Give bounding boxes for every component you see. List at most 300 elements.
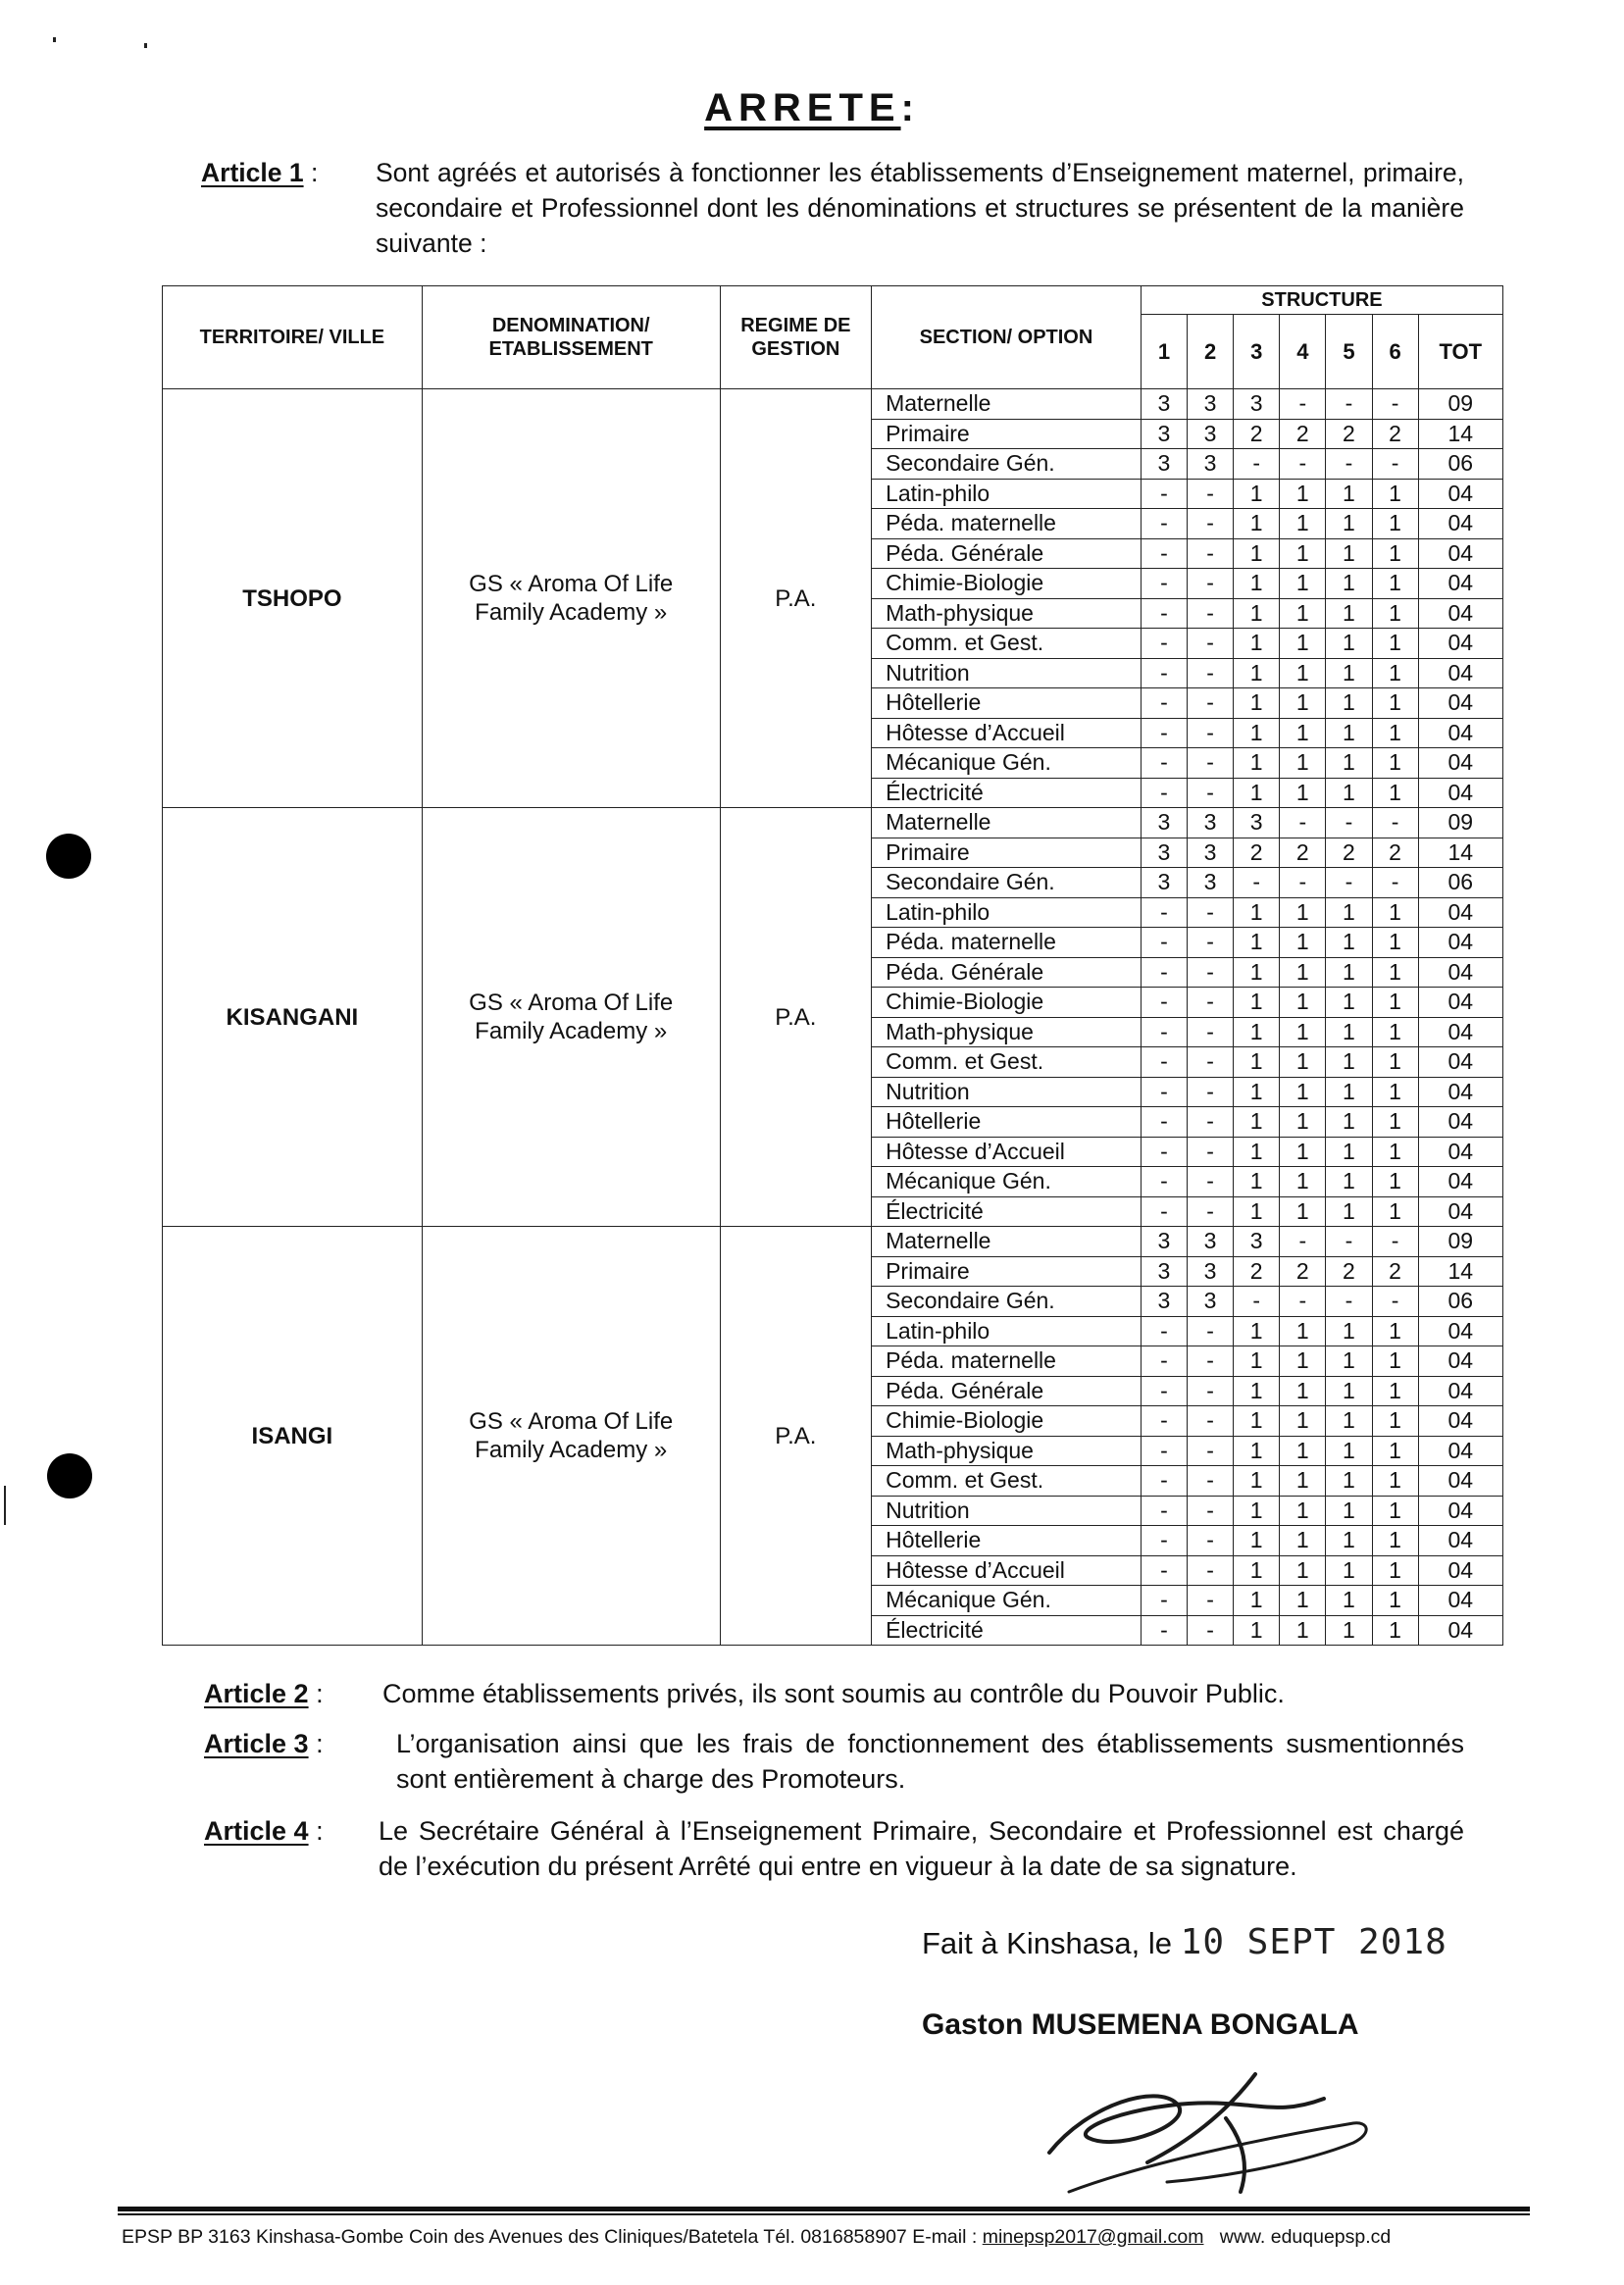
structure-cell: - <box>1326 1227 1372 1257</box>
structure-cell: 1 <box>1280 688 1326 719</box>
structure-cell: 1 <box>1326 1615 1372 1646</box>
structure-cell: - <box>1188 1047 1234 1078</box>
section-name-cell: Hôtesse d’Accueil <box>872 1137 1142 1167</box>
structure-cell: - <box>1326 449 1372 480</box>
structure-cell: - <box>1188 718 1234 748</box>
structure-cell: - <box>1234 1287 1280 1317</box>
structure-cell: - <box>1188 1555 1234 1586</box>
structure-cell: 2 <box>1326 838 1372 868</box>
total-cell: 04 <box>1418 629 1502 659</box>
total-cell: 04 <box>1418 1466 1502 1497</box>
structure-cell: 1 <box>1326 1526 1372 1556</box>
structure-cell: 2 <box>1326 419 1372 449</box>
document-title: ARRETE: <box>704 86 920 129</box>
structure-cell: - <box>1188 1376 1234 1406</box>
structure-cell: 1 <box>1234 1077 1280 1107</box>
structure-cell: 1 <box>1234 658 1280 688</box>
structure-cell: 1 <box>1326 658 1372 688</box>
section-name-cell: Mécanique Gén. <box>872 748 1142 779</box>
section-name-cell: Primaire <box>872 838 1142 868</box>
structure-cell: 3 <box>1234 1227 1280 1257</box>
structure-cell: 1 <box>1280 569 1326 599</box>
structure-cell: 1 <box>1234 748 1280 779</box>
scan-mark <box>53 37 56 42</box>
structure-cell: 1 <box>1372 479 1418 509</box>
structure-cell: - <box>1188 1077 1234 1107</box>
structure-cell: - <box>1188 897 1234 928</box>
structure-cell: - <box>1141 1047 1187 1078</box>
section-name-cell: Chimie-Biologie <box>872 988 1142 1018</box>
structure-cell: 1 <box>1372 928 1418 958</box>
section-name-cell: Nutrition <box>872 658 1142 688</box>
signer-name: Gaston MUSEMENA BONGALA <box>922 2008 1359 2041</box>
total-cell: 04 <box>1418 748 1502 779</box>
structure-cell: 2 <box>1372 838 1418 868</box>
punch-hole-bottom <box>47 1453 92 1498</box>
structure-cell: 1 <box>1280 1555 1326 1586</box>
structure-cell: 1 <box>1326 718 1372 748</box>
total-cell: 14 <box>1418 838 1502 868</box>
date-stamp: 10 SEPT 2018 <box>1180 1922 1447 1962</box>
structure-cell: 1 <box>1326 629 1372 659</box>
structure-cell: 1 <box>1280 1167 1326 1197</box>
structure-cell: - <box>1188 479 1234 509</box>
structure-cell: 1 <box>1280 1586 1326 1616</box>
structure-cell: - <box>1234 449 1280 480</box>
structure-cell: 1 <box>1234 1555 1280 1586</box>
total-cell: 04 <box>1418 1047 1502 1078</box>
structure-cell: 1 <box>1234 957 1280 988</box>
structure-cell: 1 <box>1280 988 1326 1018</box>
structure-cell: 1 <box>1326 1346 1372 1377</box>
structure-cell: 1 <box>1372 718 1418 748</box>
article-4: Article 4 : Le Secrétaire Général à l’Enseignement Primaire, Secondaire et Professionnel est chargé de l’exécution du présent Arrêté qui entre en vigueur à la date de sa signature. <box>204 1813 1464 1884</box>
section-name-cell: Hôtesse d’Accueil <box>872 718 1142 748</box>
structure-cell: - <box>1141 1496 1187 1526</box>
structure-cell: 1 <box>1372 688 1418 719</box>
section-name-cell: Secondaire Gén. <box>872 1287 1142 1317</box>
section-name-cell: Électricité <box>872 778 1142 808</box>
structure-cell: 1 <box>1326 1555 1372 1586</box>
structure-cell: - <box>1141 1196 1187 1227</box>
structure-cell: 3 <box>1141 1287 1187 1317</box>
structure-cell: 1 <box>1326 1167 1372 1197</box>
structure-cell: 1 <box>1280 598 1326 629</box>
structure-cell: 1 <box>1280 957 1326 988</box>
handwritten-signature <box>1030 2045 1383 2202</box>
structure-cell: - <box>1141 1167 1187 1197</box>
structure-cell: 1 <box>1234 479 1280 509</box>
article-3-text: L’organisation ainsi que les frais de fonctionnement des établissements susmentionnés sont entièrement à charge des Promoteurs. <box>396 1729 1464 1794</box>
footer-rule <box>118 2207 1530 2211</box>
structure-cell: - <box>1141 1017 1187 1047</box>
structure-cell: 1 <box>1372 509 1418 539</box>
structure-cell: 1 <box>1280 1436 1326 1466</box>
structure-cell: 1 <box>1280 1047 1326 1078</box>
structure-cell: 1 <box>1234 1316 1280 1346</box>
structure-cell: 1 <box>1234 688 1280 719</box>
structure-cell: 1 <box>1280 928 1326 958</box>
structure-cell: - <box>1188 1436 1234 1466</box>
total-cell: 04 <box>1418 1137 1502 1167</box>
structure-cell: - <box>1326 808 1372 838</box>
structure-cell: - <box>1141 1466 1187 1497</box>
structure-cell: 1 <box>1326 1376 1372 1406</box>
structure-cell: 1 <box>1234 1526 1280 1556</box>
denomination-cell: GS « Aroma Of Life Family Academy » <box>422 1227 720 1646</box>
structure-cell: 1 <box>1234 1586 1280 1616</box>
regime-cell: P.A. <box>720 389 871 808</box>
structure-cell: 1 <box>1280 1316 1326 1346</box>
structure-cell: - <box>1141 1406 1187 1437</box>
structure-cell: 1 <box>1326 988 1372 1018</box>
structure-cell: - <box>1372 868 1418 898</box>
section-name-cell: Nutrition <box>872 1077 1142 1107</box>
structure-cell: 3 <box>1234 389 1280 420</box>
structure-cell: 2 <box>1280 838 1326 868</box>
structure-cell: 1 <box>1326 1196 1372 1227</box>
structure-cell: 1 <box>1234 988 1280 1018</box>
structure-cell: - <box>1326 389 1372 420</box>
header-col-1: 1 <box>1141 315 1187 389</box>
structure-cell: 1 <box>1372 629 1418 659</box>
structure-cell: 1 <box>1234 1615 1280 1646</box>
header-col-3: 3 <box>1234 315 1280 389</box>
total-cell: 04 <box>1418 1107 1502 1138</box>
structure-cell: 1 <box>1280 1196 1326 1227</box>
structure-cell: - <box>1141 928 1187 958</box>
structure-cell: 1 <box>1280 748 1326 779</box>
structure-cell: 1 <box>1280 1077 1326 1107</box>
structure-cell: 1 <box>1234 1047 1280 1078</box>
structure-cell: - <box>1188 1196 1234 1227</box>
total-cell: 04 <box>1418 1586 1502 1616</box>
structure-cell: 1 <box>1280 1615 1326 1646</box>
structure-cell: 2 <box>1280 419 1326 449</box>
structure-cell: 3 <box>1141 419 1187 449</box>
structure-cell: 1 <box>1326 1047 1372 1078</box>
total-cell: 04 <box>1418 688 1502 719</box>
structure-cell: - <box>1188 509 1234 539</box>
structure-cell: 1 <box>1326 1316 1372 1346</box>
structure-cell: 1 <box>1326 748 1372 779</box>
structure-cell: - <box>1280 389 1326 420</box>
article-1-label: Article 1 <box>201 158 304 187</box>
total-cell: 06 <box>1418 868 1502 898</box>
structure-cell: 1 <box>1234 1167 1280 1197</box>
article-2-label: Article 2 <box>204 1679 309 1708</box>
structure-cell: 1 <box>1372 748 1418 779</box>
section-name-cell: Maternelle <box>872 1227 1142 1257</box>
structure-cell: - <box>1326 1287 1372 1317</box>
article-2: Article 2 : Comme établissements privés, ils sont soumis au contrôle du Pouvoir Public. <box>204 1676 1464 1711</box>
structure-cell: - <box>1372 1287 1418 1317</box>
structure-cell: - <box>1280 1227 1326 1257</box>
structure-cell: - <box>1280 1287 1326 1317</box>
structure-cell: 1 <box>1326 1017 1372 1047</box>
structure-cell: 1 <box>1326 1137 1372 1167</box>
section-name-cell: Primaire <box>872 419 1142 449</box>
structure-cell: 1 <box>1372 1526 1418 1556</box>
structure-cell: - <box>1234 868 1280 898</box>
total-cell: 06 <box>1418 449 1502 480</box>
structure-cell: - <box>1372 389 1418 420</box>
total-cell: 04 <box>1418 1436 1502 1466</box>
structure-cell: 2 <box>1234 1256 1280 1287</box>
section-name-cell: Math-physique <box>872 1017 1142 1047</box>
section-name-cell: Péda. Générale <box>872 957 1142 988</box>
header-section: SECTION/ OPTION <box>872 286 1142 389</box>
structure-cell: - <box>1141 569 1187 599</box>
structure-cell: 1 <box>1372 897 1418 928</box>
structure-cell: 1 <box>1372 778 1418 808</box>
structure-cell: 1 <box>1234 569 1280 599</box>
total-cell: 04 <box>1418 928 1502 958</box>
section-name-cell: Secondaire Gén. <box>872 449 1142 480</box>
structure-cell: 1 <box>1234 928 1280 958</box>
territoire-cell: KISANGANI <box>163 808 423 1227</box>
total-cell: 04 <box>1418 1167 1502 1197</box>
header-regime: REGIME DE GESTION <box>720 286 871 389</box>
structure-cell: 3 <box>1188 1256 1234 1287</box>
header-structure: STRUCTURE <box>1141 286 1502 315</box>
structure-cell: - <box>1141 1436 1187 1466</box>
structure-cell: - <box>1141 509 1187 539</box>
structure-cell: - <box>1188 957 1234 988</box>
structure-cell: - <box>1141 688 1187 719</box>
section-name-cell: Péda. maternelle <box>872 1346 1142 1377</box>
section-name-cell: Mécanique Gén. <box>872 1167 1142 1197</box>
structure-cell: 1 <box>1372 1615 1418 1646</box>
structure-cell: 1 <box>1280 479 1326 509</box>
section-name-cell: Comm. et Gest. <box>872 1466 1142 1497</box>
structure-cell: 1 <box>1234 1107 1280 1138</box>
structure-cell: - <box>1141 1346 1187 1377</box>
structure-cell: - <box>1188 569 1234 599</box>
structure-cell: 1 <box>1234 1436 1280 1466</box>
structure-cell: - <box>1141 1107 1187 1138</box>
structure-cell: 1 <box>1280 658 1326 688</box>
structure-cell: 1 <box>1280 1137 1326 1167</box>
structure-cell: - <box>1188 1496 1234 1526</box>
table-row <box>163 389 1503 420</box>
structure-cell: - <box>1188 1615 1234 1646</box>
structure-cell: 3 <box>1141 1256 1187 1287</box>
total-cell: 14 <box>1418 419 1502 449</box>
total-cell: 04 <box>1418 1526 1502 1556</box>
section-name-cell: Hôtellerie <box>872 1526 1142 1556</box>
total-cell: 04 <box>1418 1406 1502 1437</box>
section-name-cell: Électricité <box>872 1615 1142 1646</box>
structure-cell: 1 <box>1326 509 1372 539</box>
structure-cell: - <box>1141 538 1187 569</box>
section-name-cell: Péda. Générale <box>872 538 1142 569</box>
structure-cell: 1 <box>1372 1316 1418 1346</box>
structure-cell: - <box>1141 1316 1187 1346</box>
structure-cell: 1 <box>1280 718 1326 748</box>
structure-cell: 1 <box>1372 569 1418 599</box>
structure-cell: 1 <box>1372 1466 1418 1497</box>
article-4-text: Le Secrétaire Général à l’Enseignement Primaire, Secondaire et Professionnel est chargé de l’exécution du présent Arrêté qui entre en vigueur à la date de sa signature. <box>379 1816 1464 1881</box>
structure-cell: 1 <box>1234 1346 1280 1377</box>
total-cell: 04 <box>1418 1017 1502 1047</box>
structure-cell: - <box>1141 479 1187 509</box>
structure-cell: - <box>1188 988 1234 1018</box>
structure-cell: - <box>1188 1017 1234 1047</box>
structure-cell: 1 <box>1326 598 1372 629</box>
structure-cell: - <box>1141 778 1187 808</box>
header-col-2: 2 <box>1188 315 1234 389</box>
structure-cell: - <box>1188 1167 1234 1197</box>
structure-cell: - <box>1188 1586 1234 1616</box>
structure-cell: 2 <box>1234 838 1280 868</box>
structure-cell: 1 <box>1372 658 1418 688</box>
total-cell: 04 <box>1418 658 1502 688</box>
structure-cell: 1 <box>1280 1496 1326 1526</box>
total-cell: 09 <box>1418 389 1502 420</box>
structure-cell: 1 <box>1234 1406 1280 1437</box>
structure-cell: 1 <box>1326 957 1372 988</box>
structure-cell: 1 <box>1234 1137 1280 1167</box>
section-name-cell: Latin-philo <box>872 897 1142 928</box>
structure-cell: 1 <box>1326 1406 1372 1437</box>
structure-cell: - <box>1188 1107 1234 1138</box>
structure-cell: 1 <box>1326 1077 1372 1107</box>
structure-cell: - <box>1188 1346 1234 1377</box>
header-territoire: TERRITOIRE/ VILLE <box>163 286 423 389</box>
section-name-cell: Nutrition <box>872 1496 1142 1526</box>
structure-cell: 1 <box>1280 1376 1326 1406</box>
total-cell: 04 <box>1418 988 1502 1018</box>
structure-cell: 3 <box>1141 808 1187 838</box>
denomination-cell: GS « Aroma Of Life Family Academy » <box>422 389 720 808</box>
structure-cell: 1 <box>1280 1107 1326 1138</box>
total-cell: 09 <box>1418 808 1502 838</box>
regime-cell: P.A. <box>720 1227 871 1646</box>
section-name-cell: Péda. Générale <box>872 1376 1142 1406</box>
section-name-cell: Hôtesse d’Accueil <box>872 1555 1142 1586</box>
section-name-cell: Péda. maternelle <box>872 509 1142 539</box>
structure-cell: - <box>1280 449 1326 480</box>
structure-cell: 1 <box>1234 509 1280 539</box>
structure-cell: 2 <box>1326 1256 1372 1287</box>
structure-cell: - <box>1188 1406 1234 1437</box>
footer-website: www. eduquepsp.cd <box>1219 2226 1392 2248</box>
table-row <box>163 1227 1503 1257</box>
structure-cell: 1 <box>1280 629 1326 659</box>
total-cell: 04 <box>1418 1346 1502 1377</box>
structure-cell: 3 <box>1141 838 1187 868</box>
structure-cell: - <box>1188 928 1234 958</box>
structure-cell: 1 <box>1234 897 1280 928</box>
structure-cell: 1 <box>1234 778 1280 808</box>
structure-cell: - <box>1141 658 1187 688</box>
section-name-cell: Maternelle <box>872 808 1142 838</box>
total-cell: 04 <box>1418 1555 1502 1586</box>
section-name-cell: Math-physique <box>872 598 1142 629</box>
total-cell: 04 <box>1418 1376 1502 1406</box>
structure-cell: 1 <box>1234 718 1280 748</box>
structure-cell: 1 <box>1372 1586 1418 1616</box>
total-cell: 04 <box>1418 479 1502 509</box>
total-cell: 04 <box>1418 1496 1502 1526</box>
structure-cell: 1 <box>1372 1137 1418 1167</box>
structure-cell: 1 <box>1372 1555 1418 1586</box>
article-4-label: Article 4 <box>204 1816 309 1846</box>
section-name-cell: Hôtellerie <box>872 1107 1142 1138</box>
structure-cell: - <box>1141 1586 1187 1616</box>
total-cell: 04 <box>1418 1077 1502 1107</box>
structure-cell: 3 <box>1141 449 1187 480</box>
structure-cell: - <box>1141 598 1187 629</box>
section-name-cell: Chimie-Biologie <box>872 1406 1142 1437</box>
structure-cell: 1 <box>1280 538 1326 569</box>
total-cell: 04 <box>1418 957 1502 988</box>
structure-cell: 3 <box>1188 419 1234 449</box>
structure-cell: 3 <box>1234 808 1280 838</box>
structure-cell: - <box>1188 688 1234 719</box>
article-1: Article 1 : Sont agréés et autorisés à fonctionner les établissements d’Enseignement maternel, primaire, secondaire et Professionnel dont les dénominations et structures se présentent de la manière suivante : <box>201 155 1464 261</box>
structure-cell: - <box>1141 1077 1187 1107</box>
structure-cell: 1 <box>1326 897 1372 928</box>
structure-cell: 1 <box>1372 1017 1418 1047</box>
structure-cell: 1 <box>1372 1406 1418 1437</box>
section-name-cell: Latin-philo <box>872 479 1142 509</box>
section-name-cell: Comm. et Gest. <box>872 629 1142 659</box>
structure-cell: 1 <box>1326 778 1372 808</box>
structure-cell: - <box>1141 1137 1187 1167</box>
header-col-tot: TOT <box>1418 315 1502 389</box>
total-cell: 04 <box>1418 1196 1502 1227</box>
structure-cell: - <box>1188 658 1234 688</box>
footer-email: minepsp2017@gmail.com <box>982 2226 1204 2248</box>
footer-address <box>122 2226 1391 2249</box>
territoire-cell: ISANGI <box>163 1227 423 1646</box>
article-3: Article 3 : L’organisation ainsi que les frais de fonctionnement des établissements susmentionnés sont entièrement à charge des Promoteurs. <box>204 1726 1464 1797</box>
header-col-4: 4 <box>1280 315 1326 389</box>
article-2-text: Comme établissements privés, ils sont soumis au contrôle du Pouvoir Public. <box>382 1679 1285 1708</box>
place-prefix: Fait à Kinshasa, le <box>922 1926 1173 1960</box>
structure-cell: - <box>1372 449 1418 480</box>
section-name-cell: Mécanique Gén. <box>872 1586 1142 1616</box>
structure-cell: - <box>1280 868 1326 898</box>
section-name-cell: Électricité <box>872 1196 1142 1227</box>
structure-cell: 3 <box>1188 1287 1234 1317</box>
structure-cell: 1 <box>1234 1376 1280 1406</box>
structure-cell: 1 <box>1234 1496 1280 1526</box>
structure-cell: 3 <box>1188 449 1234 480</box>
structure-cell: 1 <box>1372 1436 1418 1466</box>
structure-cell: - <box>1141 1555 1187 1586</box>
section-name-cell: Secondaire Gén. <box>872 868 1142 898</box>
footer-left: EPSP BP 3163 Kinshasa-Gombe Coin des Avenues des Cliniques/Batetela Tél. 0816858907 E-mail : <box>122 2226 978 2248</box>
structure-cell: 1 <box>1280 509 1326 539</box>
structure-cell: 1 <box>1372 1107 1418 1138</box>
scan-mark <box>144 43 147 48</box>
structure-cell: 1 <box>1372 1376 1418 1406</box>
structure-cell: 1 <box>1280 1406 1326 1437</box>
structure-cell: 1 <box>1280 1017 1326 1047</box>
structure-cell: 1 <box>1326 1107 1372 1138</box>
structure-cell: 1 <box>1280 897 1326 928</box>
structure-cell: - <box>1188 1466 1234 1497</box>
structure-cell: 2 <box>1372 419 1418 449</box>
structure-cell: 3 <box>1141 389 1187 420</box>
total-cell: 04 <box>1418 897 1502 928</box>
section-name-cell: Math-physique <box>872 1436 1142 1466</box>
structure-cell: 3 <box>1188 868 1234 898</box>
structure-cell: 3 <box>1188 389 1234 420</box>
